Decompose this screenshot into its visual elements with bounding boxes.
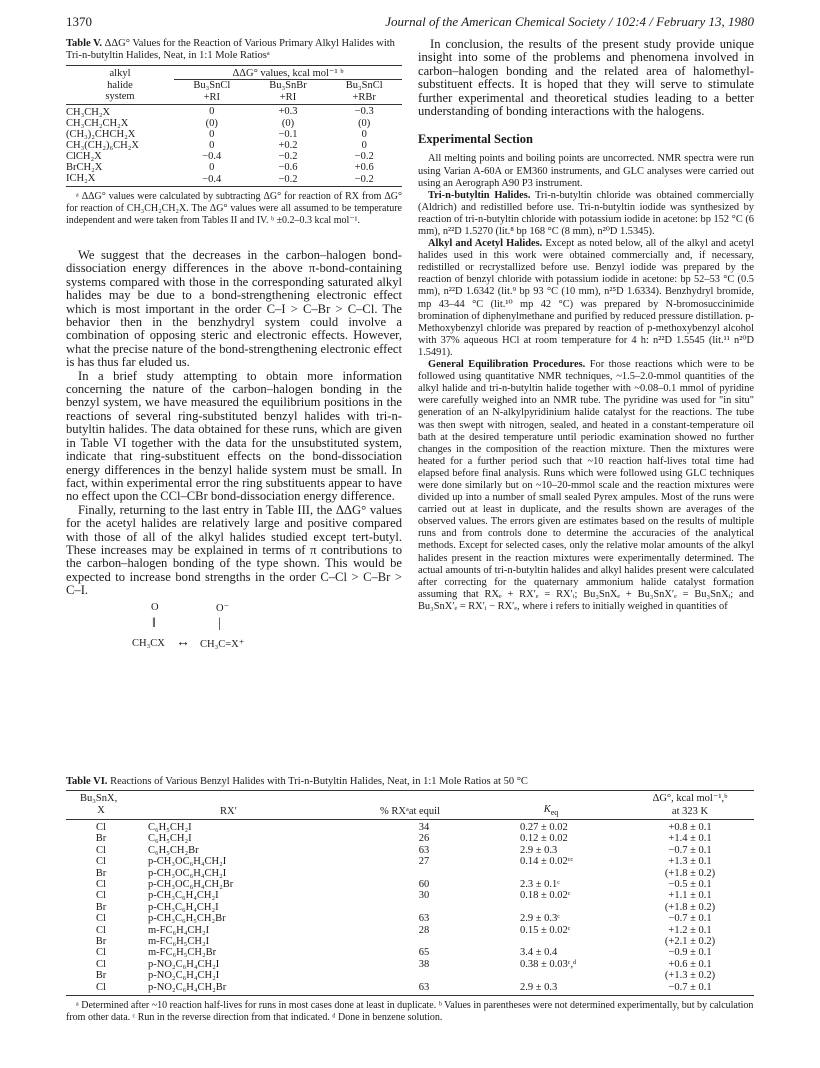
- table6-cell-pct: 65: [418, 947, 430, 959]
- table-row: [66, 845, 754, 856]
- acetyl-halide-formula: CH₃CX: [132, 637, 165, 649]
- conclusion-text: [418, 38, 754, 118]
- table5-col-head: +RI: [279, 92, 297, 103]
- table6-cell-rx: m-FC₆H₅CH₂Br: [148, 947, 217, 959]
- table5-cell: 0: [209, 129, 215, 140]
- table-row: [66, 140, 402, 151]
- table5-cell: −0.2: [354, 174, 374, 185]
- table6-cell-x: Cl: [66, 982, 136, 996]
- table6-head: at 323 K: [671, 805, 709, 817]
- table6-cell-k: [476, 902, 626, 913]
- table6-cell-pct: 63: [418, 913, 430, 925]
- table5-cell: (0): [358, 118, 371, 129]
- single-bond-symbol: |: [218, 615, 221, 631]
- paragraph: We suggest that the decreases in the carbon–halogen bond-dissociation energy differences in the above π-bond-containing systems compared with those in the corresponding saturated alkyl halides may be due to a bond-strengthening electronic effect which is most important in the order C–I > C–Br > C–Cl. The behavior then in the benzhydryl system could involve a combination of opposing steric and electronic effects. However, what the precise nature of the bond-strengthening electronic effect is has thus far eluded us.: [66, 248, 402, 370]
- table5: [66, 65, 402, 187]
- table6-head: ΔG°, kcal mol⁻¹,ᵇ: [652, 793, 728, 804]
- table5-cell: 0: [209, 140, 215, 151]
- table6-cell-dg: +1.3 ± 0.1: [668, 856, 712, 868]
- table6-cell-k: [476, 970, 626, 981]
- table5-col-head: +RBr: [352, 92, 376, 103]
- table6-cell-pct: [344, 868, 476, 879]
- section-title: Experimental Section: [418, 132, 533, 147]
- table6-cell-dg: +1.2 ± 0.1: [668, 924, 712, 936]
- paragraph: [418, 153, 754, 189]
- table6-head: [476, 804, 626, 819]
- table6-cell-x: Br: [95, 970, 107, 982]
- table6-cell-rx: C₆H₅CH₂I: [148, 821, 192, 833]
- paragraph-lead: General Equilibration Procedures.: [428, 359, 586, 371]
- table5-cell: −0.1: [278, 129, 298, 140]
- resonance-form-formula: CH₃C=X⁺: [200, 638, 245, 650]
- table5-col-head: Bu₃SnCl: [345, 80, 383, 91]
- table6-cell-rx: p-CH₃C₆H₄CH₂I: [148, 890, 219, 902]
- table6-cell-dg: +1.1 ± 0.1: [668, 890, 712, 902]
- table6-cell-dg: +0.6 ± 0.1: [668, 958, 712, 970]
- table6-cell-rx: p-CH₃OC₆H₄CH₂I: [148, 856, 227, 868]
- table5-cell: −0.6: [278, 162, 298, 173]
- table5-stub-head-2: halide: [107, 79, 133, 91]
- table5-cell: CH₃(CH₂)₆CH₂X: [66, 140, 139, 151]
- table-row: [66, 129, 402, 140]
- table6-cell-rx: p-NO₂C₆H₄CH₂Br: [136, 982, 344, 996]
- table6-cell-pct: 63: [344, 982, 476, 996]
- table6-head: Bu₃SnX,: [80, 793, 118, 804]
- table6-cell-x: Br: [95, 867, 107, 879]
- table5-cell: ClCH₂X: [66, 151, 102, 162]
- page-header: [66, 14, 754, 32]
- table-row: [66, 936, 754, 947]
- table6-cell-dg: −0.7 ± 0.1: [626, 982, 754, 996]
- table6: [66, 790, 754, 996]
- table6-cell-x: Cl: [96, 924, 106, 936]
- table5-cell: CH₃CH₂X: [66, 107, 111, 118]
- table6-cell-dg: (+1.8 ± 0.2): [664, 901, 716, 913]
- table5-caption-text: ΔΔG° Values for the Reaction of Various Primary Alkyl Halides with Tri-n-butyltin Halides, Neat, in 1:1 Mole Ratiosᵃ: [66, 38, 395, 61]
- table-row: [66, 833, 754, 844]
- paragraph-text: All melting points and boiling points are uncorrected. NMR spectra were run using Varian A-60A or EM360 instruments, and GLC analyses were carried out using an Aerograph A90 P3 instrument.: [418, 153, 754, 189]
- table-row: [66, 868, 754, 879]
- table6-cell-dg: (+2.1 ± 0.2): [664, 935, 716, 947]
- table6-caption: [66, 776, 754, 788]
- table6-cell-x: Cl: [96, 913, 106, 925]
- table6-cell-pct: [344, 970, 476, 981]
- table6-cell-pct: 63: [418, 844, 430, 856]
- table6-cell-x: Cl: [96, 890, 106, 902]
- table6-cell-x: Cl: [96, 821, 106, 833]
- table6-cell-rx: p-CH₃C₆H₄CH₂I: [148, 901, 219, 913]
- table6-cell-k: 3.4 ± 0.4: [520, 947, 558, 959]
- table6-cell-pct: 26: [418, 833, 430, 845]
- table5-col-head: Bu₃SnBr: [269, 80, 307, 91]
- table6-cell-dg: −0.9 ± 0.1: [668, 947, 712, 959]
- table6-cell-x: Cl: [96, 947, 106, 959]
- left-body-text: [66, 249, 402, 598]
- table5-cell: +0.3: [278, 106, 298, 117]
- table5-cell: 0: [209, 106, 215, 117]
- table6-caption-label: Table VI.: [66, 776, 108, 787]
- table-row: [66, 970, 754, 981]
- table6-head: RX′: [220, 805, 237, 817]
- table5-cell: BrCH₂X: [66, 162, 103, 173]
- table-row: [66, 959, 754, 970]
- table6-cell-x: Cl: [96, 856, 106, 868]
- table6-cell-x: Cl: [96, 844, 106, 856]
- table-row: [66, 819, 754, 833]
- table5-caption: [66, 38, 402, 62]
- double-bond-symbol: ‖: [152, 615, 156, 631]
- table-row: [66, 947, 754, 958]
- table5-stub-head-1: alkyl: [109, 68, 131, 80]
- table6-head-k: K: [543, 804, 551, 816]
- paragraph: [418, 359, 754, 613]
- table6-cell-rx: m-FC₆H₅CH₂I: [148, 935, 210, 947]
- table-row: [66, 982, 754, 996]
- table-row: [66, 856, 754, 867]
- table6-cell-k: 2.9 ± 0.3: [476, 982, 626, 996]
- table6-cell-k: 0.18 ± 0.02ᶜ: [520, 890, 571, 902]
- table5-cell: 0: [209, 162, 215, 173]
- table6-cell-k: 0.15 ± 0.02ᶜ: [520, 924, 571, 936]
- table6-cell-x: Br: [95, 935, 107, 947]
- table6-cell-k: 0.27 ± 0.02: [520, 821, 568, 833]
- table6-cell-rx: p-NO₂C₆H₄CH₂I: [148, 958, 220, 970]
- table-row: [66, 890, 754, 901]
- table5-cell: 0: [361, 129, 367, 140]
- resonance-arrow: ↔: [176, 634, 190, 650]
- table6-cell-dg: +0.8 ± 0.1: [668, 821, 712, 833]
- table6-cell-k: [476, 868, 626, 879]
- table6-head: % RXᵃat equil: [379, 805, 441, 817]
- table5-cell: −0.3: [354, 106, 374, 117]
- paragraph-text: Except as noted below, all of the alkyl and acetyl halides used in this work were obtained commercially and, if necessary, redistilled or recrystallized before use. Benzyl iodide was prepared by the reaction of benzyl chloride with potassium iodide in acetone: bp 52–53 °C (0.5 mm), n²²D 1.6342 (lit.⁹ bp 93 °C (10 mm), n²⁵D 1.6334). Benzhydryl bromide, mp 43–44 °C (lit.¹⁰ mp 42 °C) was prepared by N-bromosuccinimide bromination of diphenylmethane and purified by reduced pressure distillation. p-Methoxybenzyl chloride was prepared by reaction of p-methoxybenzyl alcohol with 37% aqueous HCl at room temperature for 4 h: n²²D 1.5545 (lit.¹¹ n²⁰D 1.5491).: [418, 238, 755, 358]
- table-row: [66, 879, 754, 890]
- paragraph: In conclusion, the results of the present study provide unique insight into some of the problems and phenomena involved in carbon–halogen bonding and the related area of halomethyl-substituent effects. It is hoped that they will serve to stimulate further experimental and theoretical studies leading to a better understanding of bonding interactions with the halogens.: [418, 37, 754, 119]
- experimental-text: [418, 153, 754, 613]
- table5-col-head: +RI: [203, 92, 220, 103]
- table6-cell-rx: C₆H₅CH₂I: [148, 833, 192, 845]
- table6-cell-pct: 38: [418, 958, 430, 970]
- oxygen-label: O: [151, 601, 159, 613]
- table6-caption-text: Reactions of Various Benzyl Halides with Tri-n-Butyltin Halides, Neat, in 1:1 Mole Ratios at 50 °C: [107, 776, 528, 787]
- page-number: 1370: [66, 14, 92, 29]
- table6-cell-pct: 60: [418, 878, 430, 890]
- table6-cell-x: Br: [95, 833, 107, 845]
- table6-cell-dg: +1.4 ± 0.1: [668, 833, 712, 845]
- table6-cell-rx: p-CH₃OC₆H₄CH₂I: [148, 867, 227, 879]
- table-row: [66, 118, 402, 129]
- table6-cell-k: 0.12 ± 0.02: [520, 833, 568, 845]
- table5-cell: −0.4: [202, 174, 222, 185]
- table5-col-head: Bu₃SnCl: [193, 80, 231, 91]
- journal-citation: Journal of the American Chemical Society / 102:4 / February 13, 1980: [385, 14, 754, 29]
- paragraph: [418, 238, 754, 359]
- table6-cell-rx: p-CH₃C₆H₅CH₂Br: [148, 913, 226, 925]
- paragraph: In a brief study attempting to obtain more information concerning the nature of the carbon–halogen bonding in the benzyl system, we have measured the equilibrium positions in the reactions of several ring-substituted benzyl halides with tri-n-butyltin halides. The data obtained for these runs, which are given in Table VI together with the data for the unsubstituted system, indicate that ring-substituent effects on the bond-dissociation energy differences in the benzyl halide system must be small. In fact, within experimental error the ring substituents appear to have no effect upon the CCl–CBr bond-dissociation energy difference.: [66, 368, 402, 504]
- table6-cell-pct: [344, 936, 476, 947]
- table6-cell-rx: p-CH₃OC₆H₄CH₂Br: [148, 878, 234, 890]
- table6-cell-pct: 34: [418, 821, 430, 833]
- table6-cell-dg: −0.7 ± 0.1: [668, 844, 712, 856]
- table5-caption-label: Table V.: [66, 38, 102, 49]
- table6-cell-pct: 27: [418, 856, 430, 868]
- resonance-structures: [66, 602, 402, 668]
- table6-cell-k: 2.3 ± 0.1ᶜ: [520, 878, 560, 890]
- right-column: [418, 38, 754, 613]
- table6-cell-pct: [344, 902, 476, 913]
- table-row: [66, 913, 754, 924]
- oxygen-anion-label: O⁻: [216, 602, 230, 614]
- table5-footnote: ᵃ ΔΔG° values were calculated by subtracting ΔG° for reaction of RX from ΔG° for reaction of CH₃CH₂CH₂X. The ΔG° values were all assumed to be temperature independent and were taken from Tables II and IV. ᵇ ±0.2–0.3 kcal mol⁻¹.: [66, 191, 402, 226]
- table5-cell: +0.2: [278, 140, 298, 151]
- table6-cell-rx: C₆H₅CH₂Br: [148, 844, 199, 856]
- table6-cell-rx: p-NO₂C₆H₄CH₂I: [148, 970, 220, 982]
- table6-cell-k: [476, 936, 626, 947]
- table-row: [66, 902, 754, 913]
- table5-cell: +0.6: [354, 162, 374, 173]
- table6-cell-k: 0.14 ± 0.02ᶜᶜ: [520, 856, 574, 868]
- table6-cell-dg: (+1.3 ± 0.2): [664, 970, 716, 982]
- table5-stub-head-3: system: [105, 91, 135, 102]
- table-row: [66, 173, 402, 187]
- paragraph-text: For those reactions which were to be followed using quantitative NMR techniques, ~1.5–2.0-mmol quantities of the alkyl halide and tri-n-butyltin halide together with ~0.08–0.1 mmol of pyridine were carefully weighed into an NMR tube. The pyridine was used for "in situ" generation of an N-alkylpyridinium halide catalyst for the reactions. The tube was then swept with nitrogen, sealed, and heated in a constant-temperature oil bath at the desired temperature until periodic examination showed no further changes in the composition of the reaction mixture. Then the mixtures were heated for a further period such that ~10 reaction half-lives total time had elapsed before final analysis. Runs which were followed using GLC techniques were done similarly but on ~10–20-mmol scale and the reaction mixtures were divided up into a number of small sealed Pyrex ampules. Most of the runs were carried out at least in duplicate, and the results shown are averages of the observed values. The errors given are estimates based on the results of multiple runs and from controls done to determine the accuracies of the analytical methods. Except for selected cases, only the relative molar amounts of the alkyl halides present in the reaction mixtures were experimentally determined. The actual amounts of tri-n-butyltin halides and alkyl halides present were calculated after correcting for the quaternary ammonium halide catalyst formation assuming that RXₑ + RX′ₑ = RX′ᵢ; Bu₃SnXₑ + Bu₃SnX′ₑ = Bu₃SnXᵢ; and Bu₃SnX′ₑ = RX′ᵢ − RX′ₑ, where i refers to initially weighed in quantities of: [418, 359, 754, 612]
- table6-cell-dg: −0.7 ± 0.1: [668, 913, 712, 925]
- paragraph: Finally, returning to the last entry in Table III, the ΔΔG° values for the acetyl halides are relatively large and positive compared with those of all of the alkyl halides studied except tert-butyl. These increases may be explained in terms of π contributions to the carbon–halogen bonding of the type shown. This would be expected to increase bond strengths in the order C–Cl > C–Br > C–I.: [66, 502, 402, 598]
- paragraph-lead: Tri-n-butyltin Halides.: [428, 189, 531, 201]
- table6-block: [66, 776, 754, 1024]
- table-row: [66, 925, 754, 936]
- table6-footnote: ᵃ Determined after ~10 reaction half-lives for runs in most cases done at least in duplicate. ᵇ Values in parentheses were not determined experimentally, but by calculation from other data. ᶜ Run in the reverse direction from that indicated. ᵈ Done in benzene solution.: [66, 1000, 754, 1023]
- table5-cell: (0): [281, 118, 295, 129]
- table6-head-k-sub: eq: [550, 808, 559, 818]
- table6-head: X: [97, 804, 105, 816]
- table-row: [66, 162, 402, 173]
- paragraph-text: Tri-n-butyltin chloride was obtained commercially (Aldrich) and redistilled before use. Tri-n-butyltin iodide was synthesized by reaction of tri-n-butyltin chloride with potassium iodide in acetone: bp 152 °C (6 mm), n²²D 1.5270 (lit.⁸ bp 168 °C (8 mm), n²⁰D 1.5345).: [418, 189, 755, 237]
- table5-cell: (0): [205, 118, 218, 129]
- table6-cell-k: 2.9 ± 0.3ᶜ: [520, 913, 560, 925]
- table6-cell-k: 0.38 ± 0.03ᶜ,ᵈ: [520, 958, 577, 970]
- table6-cell-rx: m-FC₆H₄CH₂I: [148, 924, 210, 936]
- table-row: [66, 151, 402, 162]
- table5-span-head: ΔΔG° values, kcal mol⁻¹ ᵇ: [174, 66, 402, 80]
- table-row: [66, 105, 402, 119]
- table5-cell: −0.2: [354, 151, 374, 162]
- paragraph-lead: Alkyl and Acetyl Halides.: [428, 238, 543, 250]
- left-column: [66, 38, 402, 668]
- table6-cell-dg: (+1.8 ± 0.2): [664, 867, 716, 879]
- table5-cell: −0.4: [202, 151, 222, 162]
- paragraph: [418, 190, 754, 238]
- table6-cell-dg: −0.5 ± 0.1: [668, 878, 712, 890]
- table5-cell: CH₃CH₂CH₂X: [66, 118, 129, 129]
- table5-cell: −0.2: [278, 174, 298, 185]
- table5-cell: ICH₂X: [66, 173, 96, 184]
- table6-cell-x: Br: [95, 901, 107, 913]
- table5-cell: −0.2: [278, 151, 298, 162]
- table6-cell-x: Cl: [96, 958, 106, 970]
- table5-cell: 0: [361, 140, 367, 151]
- table6-cell-pct: 30: [418, 890, 430, 902]
- table5-cell: (CH₃)₂CHCH₂X: [66, 129, 136, 140]
- table6-cell-x: Cl: [96, 878, 106, 890]
- table6-cell-k: 2.9 ± 0.3: [520, 844, 558, 856]
- table6-cell-pct: 28: [418, 924, 430, 936]
